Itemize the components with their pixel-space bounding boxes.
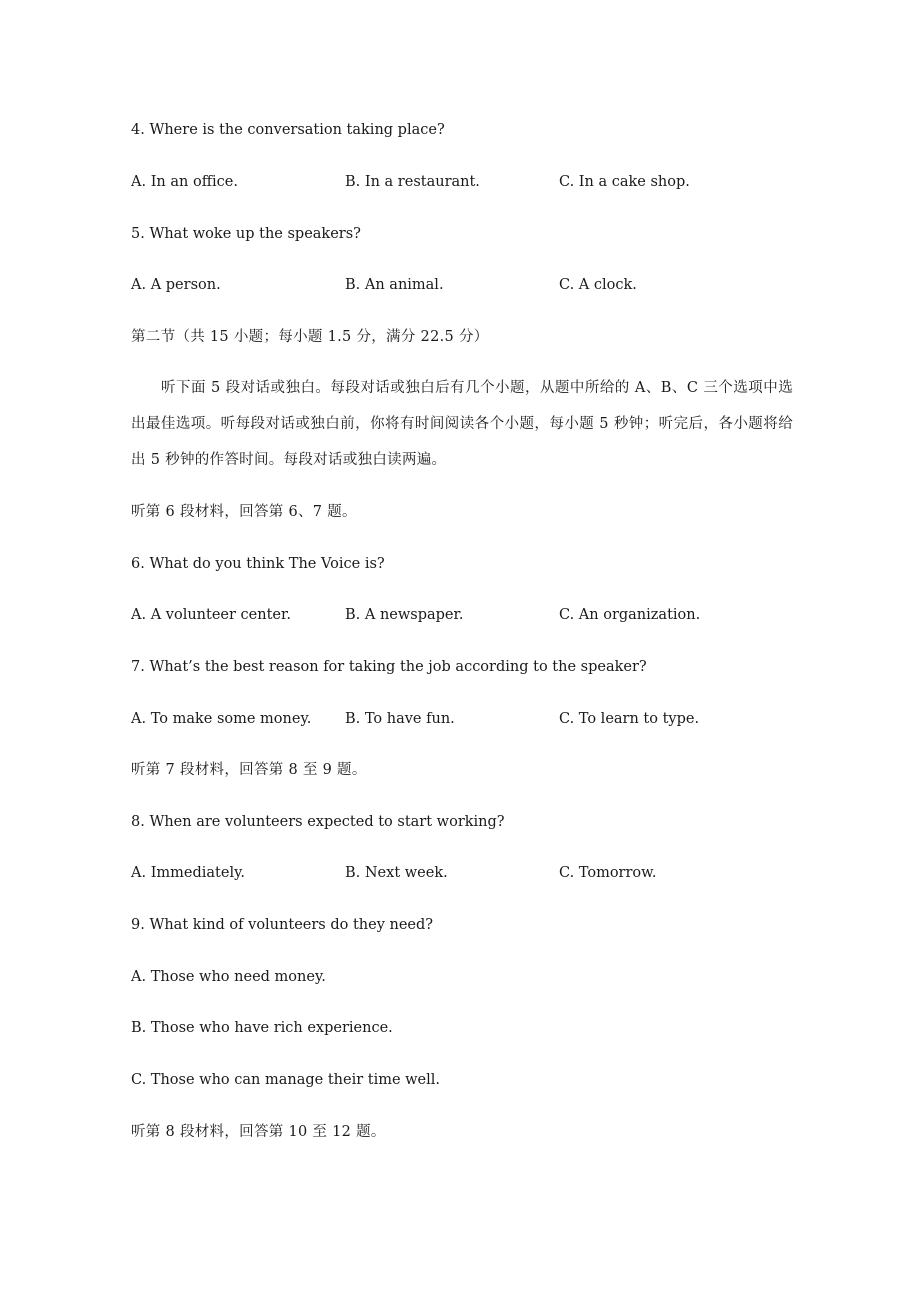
question-5: 5. What woke up the speakers?: [131, 226, 361, 242]
option-a: A. To make some money.: [131, 711, 312, 727]
option-b: B. An animal.: [345, 277, 444, 293]
question-9-option-c: C. Those who can manage their time well.: [131, 1072, 441, 1088]
option-c: C. An organization.: [559, 607, 701, 623]
question-4: 4. Where is the conversation taking place?: [131, 122, 445, 138]
option-c: C. To learn to type.: [559, 711, 700, 727]
material-7-heading: 听第 7 段材料，回答第 8 至 9 题。: [131, 762, 367, 778]
section-heading: 第二节（共 15 小题；每小题 1.5 分，满分 22.5 分）: [131, 329, 489, 345]
section-instructions: 听下面 5 段对话或独白。每段对话或独白后有几个小题，从题中所给的 A、B、C 三个选项中选出最佳选项。听每段对话或独白前，你将有时间阅读各个小题，每小题 5 秒钟；听完后，各小题将给出 5 秒钟的作答时间。每段对话或独白读两遍。: [131, 380, 793, 468]
option-b: B. Next week.: [345, 865, 448, 881]
material-8-heading: 听第 8 段材料，回答第 10 至 12 题。: [131, 1124, 386, 1140]
option-b: B. A newspaper.: [345, 607, 464, 623]
question-6: 6. What do you think The Voice is?: [131, 556, 385, 572]
option-c: C. A clock.: [559, 277, 637, 293]
option-b: B. In a restaurant.: [345, 174, 480, 190]
material-6-heading: 听第 6 段材料，回答第 6、7 题。: [131, 504, 357, 520]
option-a: A. In an office.: [131, 174, 238, 190]
option-c: C. In a cake shop.: [559, 174, 690, 190]
question-9: 9. What kind of volunteers do they need?: [131, 917, 434, 933]
option-a: A. Immediately.: [131, 865, 245, 881]
option-b: B. To have fun.: [345, 711, 455, 727]
option-c: C. Tomorrow.: [559, 865, 657, 881]
question-8: 8. When are volunteers expected to start working?: [131, 814, 505, 830]
question-9-option-a: A. Those who need money.: [131, 969, 326, 985]
option-a: A. A volunteer center.: [131, 607, 291, 623]
question-9-option-b: B. Those who have rich experience.: [131, 1020, 393, 1036]
question-7: 7. What’s the best reason for taking the job according to the speaker?: [131, 659, 647, 675]
option-a: A. A person.: [131, 277, 221, 293]
